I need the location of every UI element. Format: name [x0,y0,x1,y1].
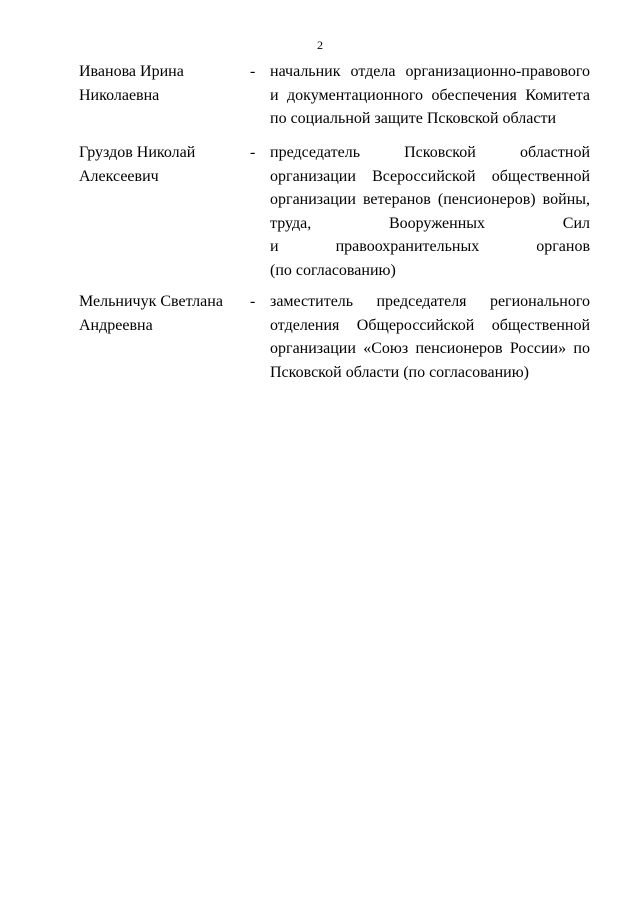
role-line: заместитель председателя регионального [270,293,590,310]
member-name-patronymic: Николаевна [79,86,160,104]
role-line: и документационного обеспечения Комитета [270,86,590,104]
role-line: организации «Союз пенсионеров России» по [270,340,590,357]
member-role [270,60,590,131]
member-name [79,60,249,107]
member-name-patronymic: Андреевна [79,316,153,334]
role-line: начальник отдела организационно-правового [270,63,590,80]
dash-separator: - [250,63,256,80]
member-name-surname-first: Груздов Николай [79,144,196,161]
member-name [79,290,249,337]
member-name [79,141,249,188]
member-role [270,141,590,282]
role-line: по социальной защите Псковской области [270,110,557,127]
role-line: и правоохранительных органов [270,238,590,255]
role-line: организации ветеранов (пенсионеров) войны, [270,191,590,208]
member-role [270,290,590,384]
member-name-surname-first: Мельничук Светлана [79,293,223,310]
dash-separator: - [250,144,256,161]
dash-separator: - [250,293,256,310]
role-line: председатель Псковской областной [270,144,590,161]
role-line: организации Всероссийской общественной [270,167,590,185]
role-line: Псковской области (по согласованию) [270,363,529,381]
member-name-surname-first: Иванова Ирина [79,63,184,80]
member-name-patronymic: Алексеевич [79,167,159,185]
page-number: 2 [317,38,323,52]
role-line: труда, Вооруженных Сил [270,214,590,232]
role-line: отделения Общероссийской общественной [270,316,590,334]
role-line: (по согласованию) [270,261,396,279]
